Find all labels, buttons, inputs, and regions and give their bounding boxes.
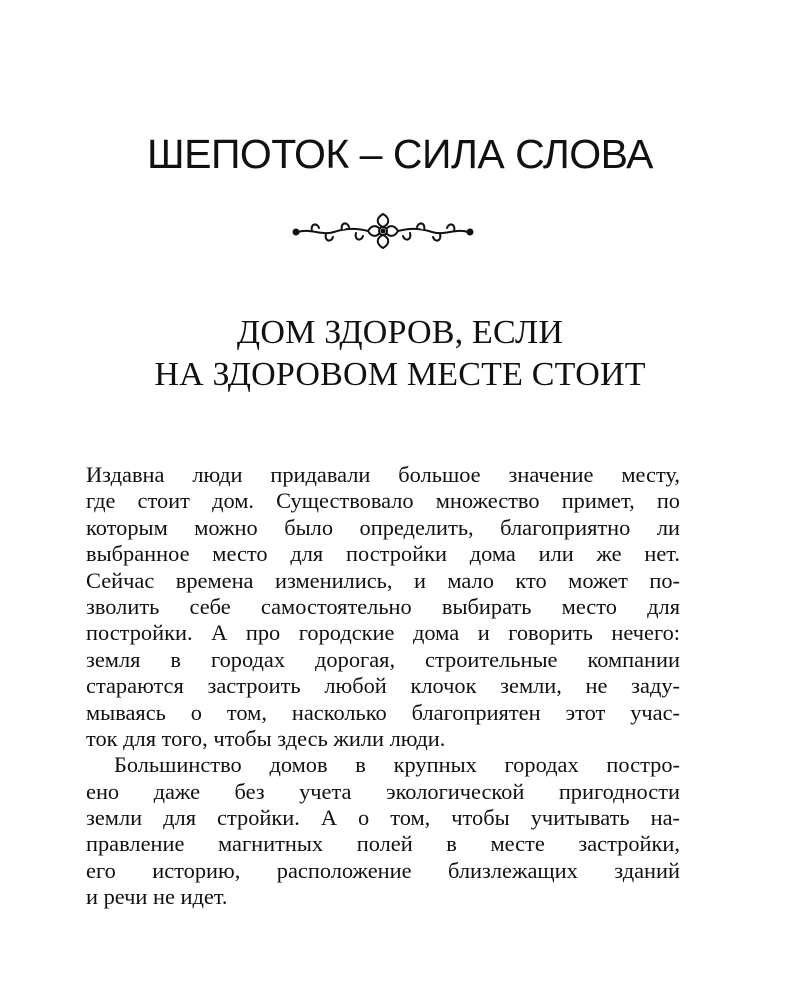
text-line: и речи не идет. xyxy=(86,884,228,910)
text-line: ено даже без учета экологической пригодности xyxy=(86,778,680,804)
text-line: Сейчас времена изменились, и мало кто может по- xyxy=(86,567,680,593)
text-line: выбранное место для постройки дома или же нет. xyxy=(86,541,680,567)
chapter-title: ШЕПОТОК – СИЛА СЛОВА xyxy=(147,131,653,177)
section-title xyxy=(0,312,800,396)
text-line: Издавна люди придавали большое значение месту, xyxy=(86,462,680,487)
text-line: Большинство домов в крупных городах постро- xyxy=(114,752,680,778)
paragraph xyxy=(86,462,680,752)
text-line: правление магнитных полей в месте застройки, xyxy=(86,831,680,857)
body-text xyxy=(86,462,680,911)
section-title-line: НА ЗДОРОВОМ МЕСТЕ СТОИТ xyxy=(154,356,646,393)
text-line: где стоит дом. Существовало множество примет, по xyxy=(86,488,680,514)
text-line: которым можно было определить, благоприятно ли xyxy=(86,514,680,540)
text-line: мываясь о том, насколько благоприятен этот учас- xyxy=(86,699,680,725)
text-line: его историю, расположение близлежащих зданий xyxy=(86,857,680,883)
text-line: постройки. А про городские дома и говорить нечего: xyxy=(86,620,680,646)
paragraph xyxy=(86,752,680,910)
section-title-line: ДОМ ЗДОРОВ, ЕСЛИ xyxy=(236,314,564,351)
text-line: стараются застроить любой клочок земли, не заду- xyxy=(86,673,680,699)
text-line: ток для того, чтобы здесь жили люди. xyxy=(86,725,446,751)
text-line: земли для стройки. А о том, чтобы учитывать на- xyxy=(86,805,680,831)
floral-divider-icon xyxy=(290,208,476,250)
text-line: зволить себе самостоятельно выбирать место для xyxy=(86,593,680,619)
text-line: земля в городах дорогая, строительные компании xyxy=(86,646,680,672)
